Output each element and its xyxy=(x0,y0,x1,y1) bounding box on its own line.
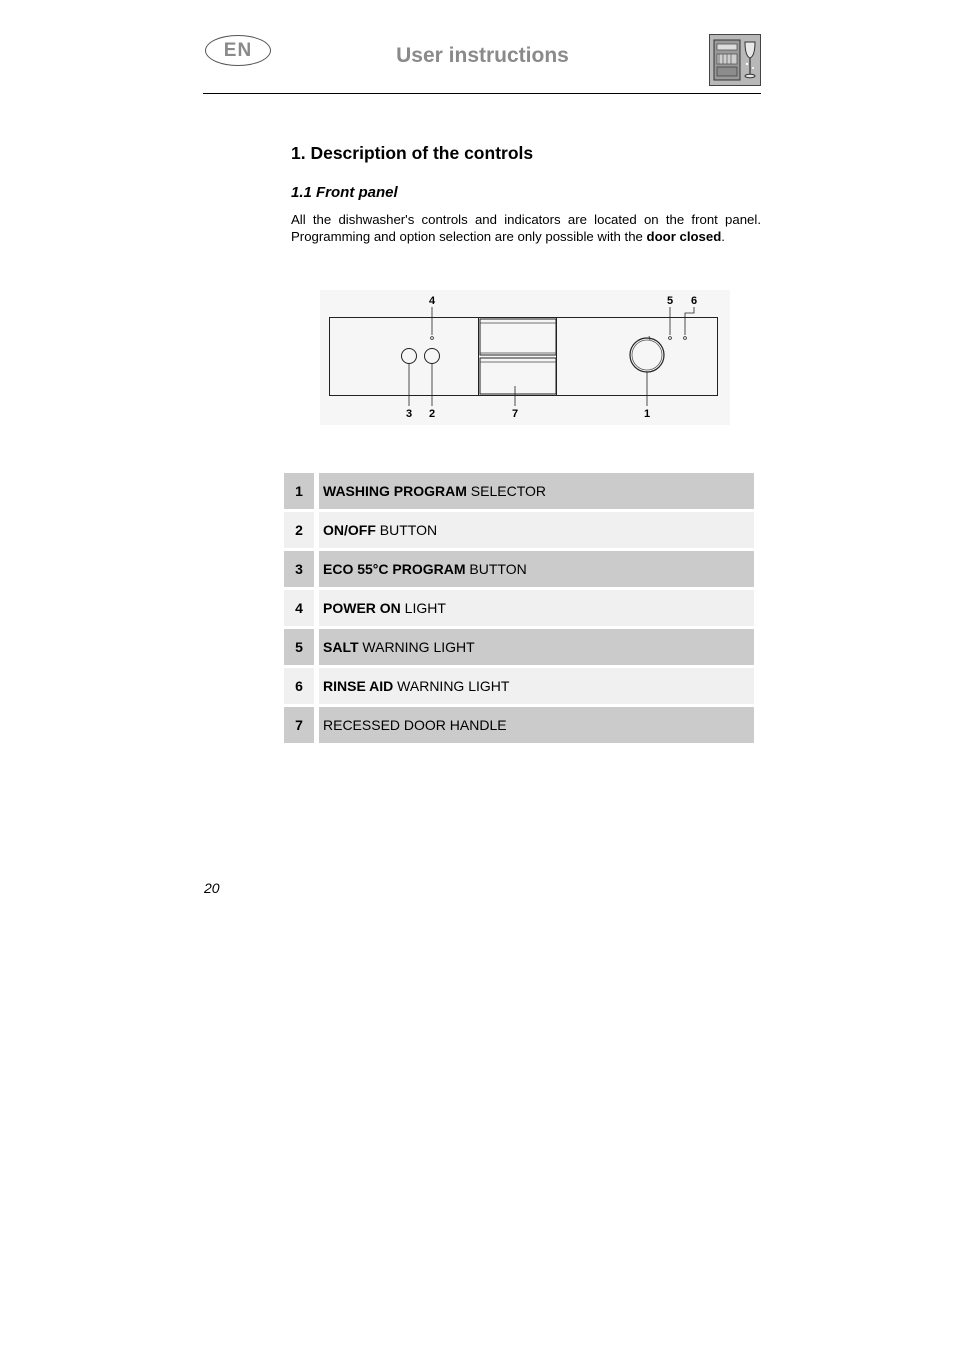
callout-4: 4 xyxy=(428,295,436,307)
control-type: RECESSED DOOR HANDLE xyxy=(323,717,507,733)
control-number: 2 xyxy=(284,512,319,548)
salt-light-shape xyxy=(669,337,672,340)
control-name: WASHING PROGRAM xyxy=(323,483,467,499)
control-description xyxy=(319,707,761,743)
control-number: 3 xyxy=(284,551,319,587)
control-number: 4 xyxy=(284,590,319,626)
header-divider xyxy=(203,93,761,94)
callout-3: 3 xyxy=(405,408,413,420)
control-name: ON/OFF xyxy=(323,522,376,538)
control-type: BUTTON xyxy=(465,561,527,577)
intro-paragraph xyxy=(291,212,761,245)
dishwasher-icon xyxy=(709,34,761,86)
selector-knob-shape xyxy=(630,338,664,372)
control-description xyxy=(319,551,761,587)
table-row xyxy=(284,512,761,548)
section-heading: 1. Description of the controls xyxy=(291,143,534,163)
subsection-heading: 1.1 Front panel xyxy=(291,184,398,201)
callout-5: 5 xyxy=(666,295,674,307)
table-row xyxy=(284,551,761,587)
control-description xyxy=(319,512,761,548)
door-handle-upper xyxy=(480,319,556,355)
door-handle-lower xyxy=(480,358,556,394)
eco-button-shape xyxy=(402,349,417,364)
control-description xyxy=(319,668,761,704)
control-number: 6 xyxy=(284,668,319,704)
table-row xyxy=(284,473,761,509)
document-title: User instructions xyxy=(396,44,569,67)
control-name: ECO 55°C PROGRAM xyxy=(323,561,466,577)
control-description xyxy=(319,590,761,626)
callout-2: 2 xyxy=(428,408,436,420)
front-panel-diagram xyxy=(320,290,730,425)
control-name: SALT xyxy=(323,639,359,655)
controls-legend-table xyxy=(284,470,761,746)
onoff-button-shape xyxy=(425,349,440,364)
page-number: 20 xyxy=(204,880,220,896)
table-row xyxy=(284,707,761,743)
control-number: 5 xyxy=(284,629,319,665)
control-type: WARNING LIGHT xyxy=(358,639,475,655)
control-name: POWER ON xyxy=(323,600,401,616)
control-type: SELECTOR xyxy=(466,483,546,499)
control-description xyxy=(319,473,761,509)
table-row xyxy=(284,629,761,665)
callout-7: 7 xyxy=(511,408,519,420)
control-type: WARNING LIGHT xyxy=(393,678,510,694)
power-light-shape xyxy=(431,337,434,340)
control-type: LIGHT xyxy=(400,600,446,616)
language-badge: EN xyxy=(205,35,271,66)
callout-6: 6 xyxy=(690,295,698,307)
table-row xyxy=(284,668,761,704)
control-number: 7 xyxy=(284,707,319,743)
control-type: BUTTON xyxy=(375,522,438,538)
callout-1: 1 xyxy=(643,408,651,420)
control-name: RINSE AID xyxy=(323,678,394,694)
intro-end: . xyxy=(721,228,725,244)
rinse-light-shape xyxy=(684,337,687,340)
intro-emphasis: door closed xyxy=(646,228,722,244)
control-number: 1 xyxy=(284,473,319,509)
control-description xyxy=(319,629,761,665)
table-row xyxy=(284,590,761,626)
intro-text: All the dishwasher's controls and indicators are located on the front panel. Programming and option selection are only possible with the xyxy=(291,212,761,244)
